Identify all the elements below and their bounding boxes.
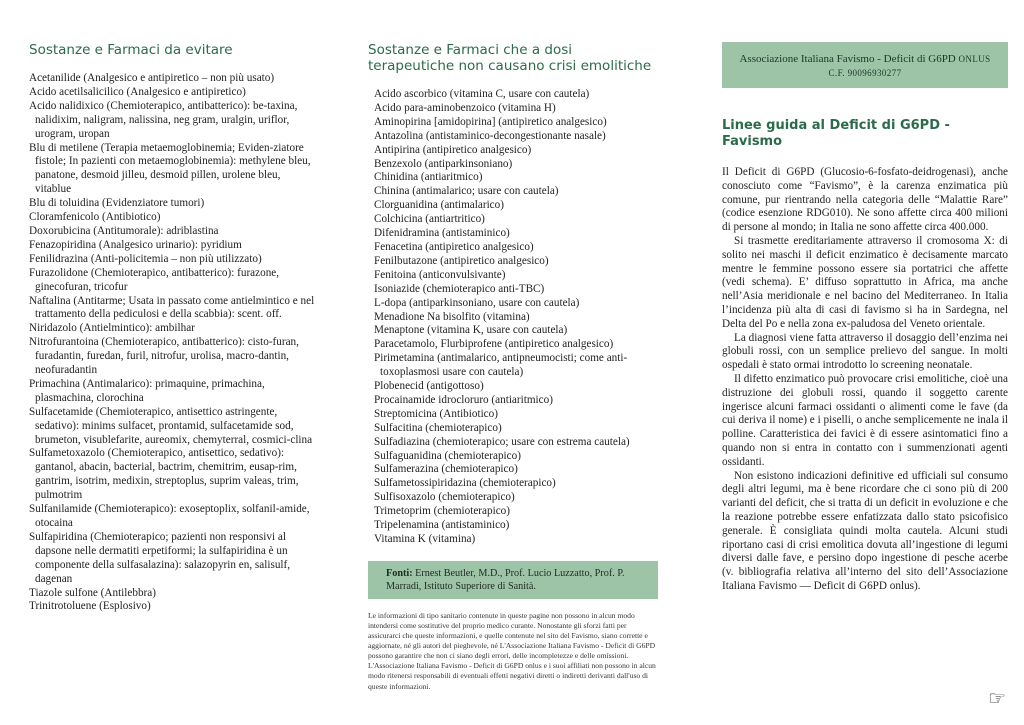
list-item: Acido nalidixico (Chemioterapico, antibatterico): be-taxina, nalidixim, naligram, nalissina, neg gram, uralgin, uriflor, urogram, uropan (29, 99, 298, 140)
list-item: Antazolina (antistaminico-decongestionante nasale) (374, 129, 606, 142)
list-item: Niridazolo (Antielmintico): ambilhar (29, 322, 195, 335)
list-item: Naftalina (Antitarme; Usata in passato come antielmintico e nel trattamento della pediculosi e della scabbia): scent. off. (29, 294, 315, 321)
list-item: Pirimetamina (antimalarico, antipneumocisti; come anti-toxoplasmosi usare con cautela) (374, 352, 628, 379)
list-item: Plobenecid (antigottoso) (374, 380, 484, 393)
paragraph: Il difetto enzimatico può provocare crisi emolitiche, cioè una distruzione dei globuli rossi, quando il soggetto carente ingerisce alcuni farmaci ossidanti o alimenti come le fave (da cui deriva il nome) e i piselli, o anche semplicemente ne inala il polline. Caratteristica dei favici è di essere asintomatici fino a quando non si entra in contatto con i summenzionati agenti ossidanti. (722, 372, 1008, 468)
list-item: Tripelenamina (antistaminico) (374, 519, 510, 532)
paragraph: Si trasmette ereditariamente attraverso il cromosoma X: di solito nei maschi il deficit enzimatico è decisamente marcato mentre le femmine possono essere sia portatrici che affette (vedi schema). E’ diffuso soprattutto in Africa, ma anche nell’Asia meridionale e nel bacino del Mediterraneo. In Italia l’incidenza più alta di casi di favismo si ha in Sardegna, nel Delta del Po e nella zona ex-paludosa del Veneto orientale. (722, 234, 1008, 330)
list-item: Vitamina K (vitamina) (374, 533, 476, 545)
paragraph: La diagnosi viene fatta attraverso il dosaggio dell’enzima nei globuli rossi, con un semplice prelievo del sangue. In molti ospedali è stato ormai introdotto lo screening neonatale. (722, 331, 1008, 372)
list-item: Chinidina (antiaritmico) (374, 171, 483, 184)
pointing-hand-icon: ☞ (988, 688, 1006, 710)
list-item: Fenazopiridina (Analgesico urinario): pyridium (29, 238, 242, 251)
list-item: Primachina (Antimalarico): primaquine, primachina, plasmachina, clorochina (29, 377, 265, 404)
sources-label: Fonti: (386, 567, 413, 579)
list-item: Procainamide idrocloruro (antiaritmico) (374, 393, 553, 406)
list-item: Isoniazide (chemioterapico anti-TBC) (374, 282, 545, 295)
list-item: Streptomicina (Antibiotico) (374, 407, 498, 420)
list-item: Doxorubicina (Antitumorale): adriblastina (29, 224, 219, 237)
avoid-list (29, 72, 319, 614)
list-item: Sulfametossipiridazina (chemioterapico) (374, 477, 556, 490)
sources-box (368, 561, 658, 599)
list-item: Blu di toluidina (Evidenziatore tumori) (29, 197, 205, 210)
list-item: Sulfadiazina (chemioterapico; usare con estrema cautela) (374, 435, 630, 448)
association-cf: C.F. 90096930277 (828, 68, 902, 78)
list-item: Chinina (antimalarico; usare con cautela) (374, 185, 559, 198)
list-item: Trimetoprim (chemioterapico) (374, 505, 510, 518)
disclaimer: Le informazioni di tipo sanitario contenute in queste pagine non possono in alcun modo intendersi come sostitutive del proprio medico curante. Nonostante gli sforzi fatti per assicurarci che queste informazioni, e quelle contenute nel sito del Favismo, siano corrette e aggiornate, né gli autori del pieghevole, né L'Associazione Italiana Favismo - Deficit di G6PD possono garantire che non ci siano degli errori, delle incompletezze e delle omissioni. L'Associazione Italiana Favismo - Deficit di G6PD onlus e i suoi affiliati non possono in alcun modo ritenersi responsabili di eventuali effetti negativi diretti o indiretti derivanti dall'uso di queste informazioni. (368, 610, 656, 691)
list-item: Colchicina (antiartritico) (374, 213, 485, 226)
list-item: Sulfisoxazolo (chemioterapico) (374, 491, 515, 504)
list-item: L-dopa (antiparkinsoniano, usare con cautela) (374, 296, 580, 309)
guidelines-title: Linee guida al Deficit di G6PD - Favismo (722, 118, 950, 149)
list-item: Acido ascorbico (vitamina C, usare con cautela) (374, 88, 590, 100)
list-item: Paracetamolo, Flurbiprofene (antipiretico analgesico) (374, 338, 614, 351)
list-item: Fenitoina (anticonvulsivante) (374, 268, 506, 281)
list-item: Sulfacitina (chemioterapico) (374, 421, 502, 434)
list-item: Acido acetilsalicilico (Analgesico e antipiretico) (29, 85, 246, 98)
list-item: Acido para-aminobenzoico (vitamina H) (374, 101, 556, 114)
column-guidelines (722, 0, 1008, 594)
list-item: Difenidramina (antistaminico) (374, 227, 510, 240)
list-item: Sulfaguanidina (chemioterapico) (374, 449, 521, 462)
list-item: Sulfamerazina (chemioterapico) (374, 463, 518, 476)
safe-title: Sostanze e Farmaci che a dosi terapeutiche non causano crisi emolitiche (368, 42, 652, 74)
list-item: Sulfapiridina (Chemioterapico; pazienti non responsivi al dapsone nelle dermatiti erpetiformi; la sulfapiridina è un componente della sulfasalazina): salazopyrin en, salisulf, dagenan (29, 530, 291, 585)
list-item: Trinitrotoluene (Esplosivo) (29, 600, 151, 613)
column-avoid (29, 0, 319, 614)
paragraph: Il Deficit di G6PD (Glucosio-6-fosfato-deidrogenasi), anche conosciuto come “Favismo”, è la carenza enzimatica più comune, pur rientrando nella categoria delle “Malattie Rare” (codice esenzione RDG010). Ne sono affette circa 400 milioni di persone al mondo; in Italia ne sono affette circa 400.000. (722, 166, 1008, 234)
guidelines-body (722, 166, 1008, 594)
list-item: Sulfacetamide (Chemioterapico, antisettico astringente, sedativo): minims sulfacet, prontamid, sulfacetamide sod, brumeton, visublefarite, aureomix, chemyterral, cosmici-clina (29, 405, 313, 446)
list-item: Aminopirina [amidopirina] (antipiretico analgesico) (374, 115, 607, 128)
avoid-title: Sostanze e Farmaci da evitare (29, 42, 233, 58)
association-name: Associazione Italiana Favismo - Deficit di G6PD (739, 53, 956, 65)
paragraph: Non esistono indicazioni definitive ed ufficiali sul consumo degli altri legumi, ma è bene ricordare che ci sono più di 200 varianti del deficit, che si tratta di un deficit in evoluzione e che la reazione potrebbe essere enfatizzata dallo stato psicofisico generale. È consigliata quindi molta cautela. Alcuni studi riportano casi di crisi emolitica dovuta all’ingestione di legumi diversi dalle fave, e persino dopo ingestione di pesche acerbe (v. bibliografia relativa all’interno del sito dell’Associazione Italiana Favismo — Deficit di G6PD onlus). (722, 469, 1008, 592)
sources-text: Ernest Beutler, M.D., Prof. Lucio Luzzatto, Prof. P. Marradi, Istituto Superiore di Sanità. (386, 567, 625, 592)
list-item: Cloramfenicolo (Antibiotico) (29, 211, 161, 224)
list-item: Sulfametoxazolo (Chemioterapico, antisettico, sedativo): gantanol, abacin, bacterial, bactrim, chemitrim, eusap-rim, gantrim, isotrim, medixin, streptoplus, suprim valeas, trim, pulmotrim (29, 447, 299, 502)
list-item: Menaptone (vitamina K, usare con cautela) (374, 324, 568, 337)
list-item: Fenacetina (antipiretico analgesico) (374, 240, 534, 253)
list-item: Fenilidrazina (Anti-policitemia – non più utilizzato) (29, 252, 262, 265)
list-item: Menadione Na bisolfito (vitamina) (374, 310, 530, 323)
association-name-line (728, 52, 1002, 66)
list-item: Nitrofurantoina (Chemioterapico, antibatterico): cisto-furan, furadantin, furedan, furil, nitrofur, urolisa, macro-dantin, neofuradantin (29, 336, 299, 377)
list-item: Clorguanidina (antimalarico) (374, 199, 504, 212)
list-item: Acetanilide (Analgesico e antipiretico – non più usato) (29, 72, 275, 84)
safe-list (368, 88, 658, 547)
list-item: Antipirina (antipiretico analgesico) (374, 143, 532, 156)
list-item: Tiazole sulfone (Antilebbra) (29, 586, 156, 599)
list-item: Fenilbutazone (antipiretico analgesico) (374, 254, 549, 267)
list-item: Furazolidone (Chemioterapico, antibatterico): furazone, ginecofuran, tricofur (29, 266, 280, 293)
list-item: Blu di metilene (Terapia metaemoglobinemia; Eviden-ziatore fistole; In pazienti con metaemoglobinemia): methylene bleu, panatone, desmoid jilleu, desmoid pillen, urolene bleu, vitablue (29, 141, 311, 196)
column-safe (368, 0, 658, 692)
association-box (722, 42, 1008, 88)
association-onlus: ONLUS (958, 54, 991, 64)
list-item: Sulfanilamide (Chemioterapico): exoseptoplix, solfanil-amide, otocaina (29, 503, 310, 529)
list-item: Benzexolo (antiparkinsoniano) (374, 157, 513, 170)
